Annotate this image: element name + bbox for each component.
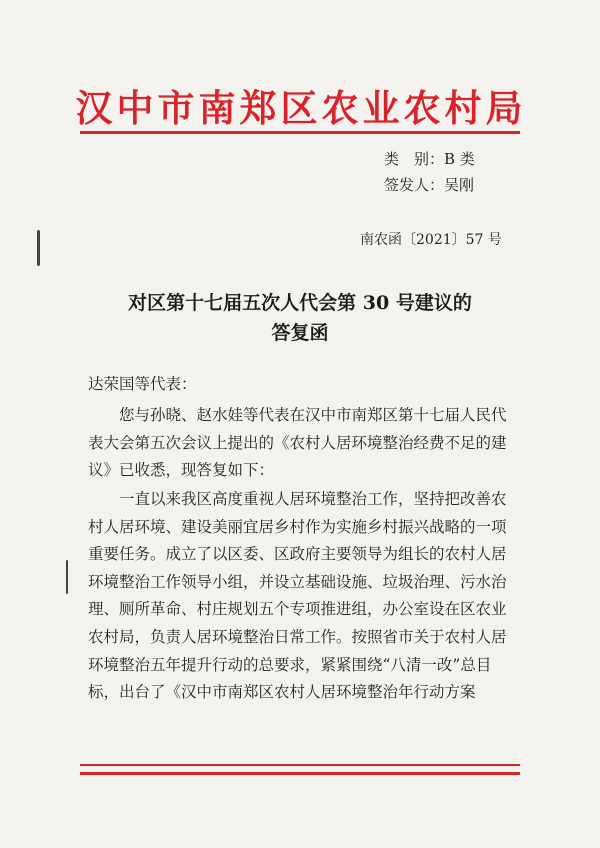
paragraph-line: 环境整治五年提升行动的总要求，紧紧围绕“八清一改”总目 — [88, 655, 492, 674]
signer-field: 签发人：吴刚 — [384, 176, 475, 194]
paragraph-line: 一直以来我区高度重视人居环境整治工作，坚持把改善农 — [119, 490, 507, 508]
salutation: 达荣国等代表： — [88, 375, 197, 393]
paragraph-2 — [88, 486, 520, 707]
document-number: 南农函〔2021〕57 号 — [360, 232, 502, 248]
footer-red-rule-thin — [80, 764, 520, 766]
paragraph-line: 理、厕所革命、村庄规划五个专项推进组，办公室设在区农业 — [88, 600, 507, 619]
paragraph-line: 标，出台了《汉中市南郑区农村人居环境整治年行动方案 — [88, 683, 476, 702]
paragraph-line: 您与孙晓、赵水娃等代表在汉中市南郑区第十七届人民代 — [119, 406, 507, 424]
binding-mark-top — [37, 230, 40, 266]
paragraph-line: 农村局，负责人居环境整治日常工作。按照省市关于农村人居 — [88, 627, 507, 646]
paragraph-line: 议》已收悉，现答复如下： — [88, 461, 275, 480]
paragraph-line: 重要任务。成立了以区委、区政府主要领导为组长的农村人居 — [88, 545, 507, 564]
paragraph-1 — [88, 402, 520, 485]
paragraph-line: 环境整治工作领导小组，并设立基础设施、垃圾治理、污水治 — [88, 572, 507, 591]
paragraph-line: 表大会第五次会议上提出的《农村人居环境整治经费不足的建 — [88, 433, 507, 452]
header-red-rule — [80, 131, 520, 134]
binding-mark-bottom — [66, 560, 68, 594]
footer-red-rule-thick — [80, 772, 520, 775]
document-title-line-2: 答复函 — [271, 322, 329, 344]
document-title-line-1: 对区第十七届五次人代会第 30 号建议的 — [128, 292, 472, 314]
paragraph-line: 村人居环境、建设美丽宜居乡村作为实施乡村振兴战略的一项 — [88, 517, 507, 536]
category-field: 类 别：B 类 — [384, 150, 475, 168]
org-header-title: 汉中市南郑区农业农村局 — [75, 86, 527, 130]
